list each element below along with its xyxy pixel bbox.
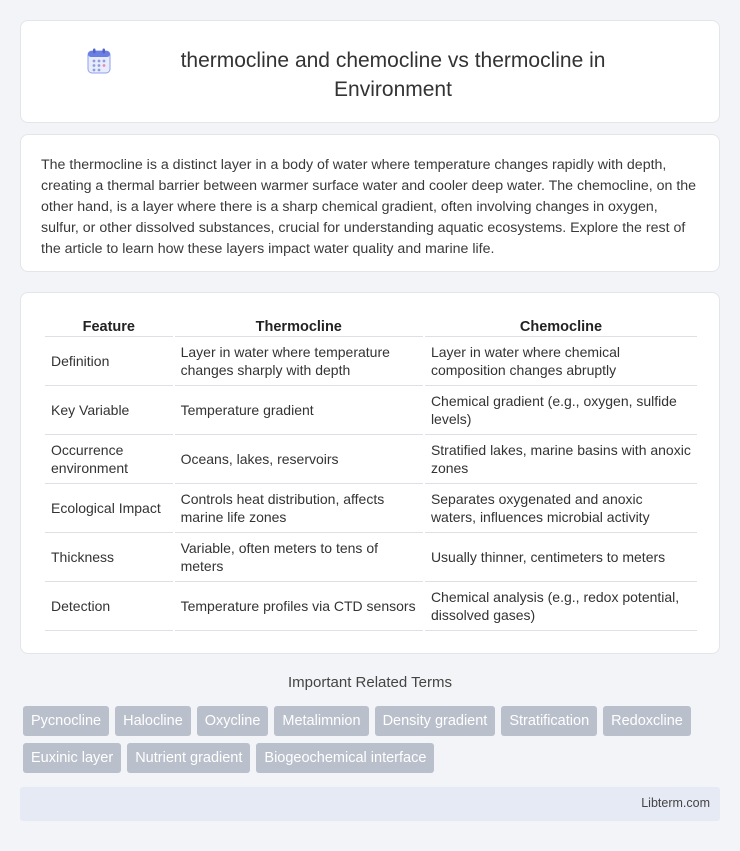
- table-cell-feature: Detection: [45, 582, 173, 631]
- table-cell-thermocline: Temperature gradient: [175, 386, 423, 435]
- intro-paragraph: The thermocline is a distinct layer in a body of water where temperature changes rapidly with depth, creating a thermal barrier between warmer surface water and cooler deep water. The chemocline, on the other hand, is a layer where there is a sharp chemical gradient, often involving changes in oxygen, sulfur, or other dissolved substances, crucial for understanding aquatic ecosystems. Explore the rest of the article to learn how these layers impact water quality and marine life.: [41, 157, 697, 257]
- table-row: [45, 484, 697, 533]
- related-term-tag[interactable]: Density gradient: [375, 706, 496, 736]
- column-header-thermocline: Thermocline: [175, 315, 423, 337]
- related-term-tag[interactable]: Nutrient gradient: [127, 743, 250, 773]
- column-header-chemocline: Chemocline: [425, 315, 697, 337]
- related-term-tag[interactable]: Redoxcline: [603, 706, 691, 736]
- table-cell-thermocline: Oceans, lakes, reservoirs: [175, 435, 423, 484]
- table-cell-thermocline: Controls heat distribution, affects marine life zones: [175, 484, 423, 533]
- footer-bar: [20, 787, 720, 821]
- table-cell-thermocline: Variable, often meters to tens of meters: [175, 533, 423, 582]
- intro-card: [20, 134, 720, 272]
- table-cell-feature: Occurrence environment: [45, 435, 173, 484]
- table-cell-thermocline: Layer in water where temperature changes sharply with depth: [175, 337, 423, 386]
- related-term-tag[interactable]: Halocline: [115, 706, 191, 736]
- table-cell-chemocline: Chemical gradient (e.g., oxygen, sulfide levels): [425, 386, 697, 435]
- table-cell-chemocline: Usually thinner, centimeters to meters: [425, 533, 697, 582]
- related-term-tag[interactable]: Oxycline: [197, 706, 269, 736]
- table-header-row: [45, 315, 697, 337]
- table-cell-chemocline: Stratified lakes, marine basins with anoxic zones: [425, 435, 697, 484]
- related-terms-list: [23, 706, 723, 773]
- table-cell-chemocline: Chemical analysis (e.g., redox potential, dissolved gases): [425, 582, 697, 631]
- related-terms-heading: Important Related Terms: [288, 674, 452, 691]
- table-cell-feature: Key Variable: [45, 386, 173, 435]
- comparison-table: [43, 315, 699, 631]
- table-row: [45, 386, 697, 435]
- table-row: [45, 582, 697, 631]
- calendar-icon: [87, 48, 111, 74]
- related-term-tag[interactable]: Euxinic layer: [23, 743, 121, 773]
- page-title: thermocline and chemocline vs thermocline in Environment: [180, 49, 606, 101]
- table-row: [45, 337, 697, 386]
- related-term-tag[interactable]: Stratification: [501, 706, 597, 736]
- header-card: [20, 20, 720, 123]
- table-cell-feature: Ecological Impact: [45, 484, 173, 533]
- table-cell-feature: Thickness: [45, 533, 173, 582]
- table-cell-thermocline: Temperature profiles via CTD sensors: [175, 582, 423, 631]
- related-term-tag[interactable]: Metalimnion: [274, 706, 368, 736]
- table-row: [45, 533, 697, 582]
- column-header-feature: Feature: [45, 315, 173, 337]
- table-cell-chemocline: Separates oxygenated and anoxic waters, influences microbial activity: [425, 484, 697, 533]
- footer-site-link[interactable]: Libterm.com: [641, 796, 710, 810]
- table-cell-chemocline: Layer in water where chemical composition changes abruptly: [425, 337, 697, 386]
- related-term-tag[interactable]: Pycnocline: [23, 706, 109, 736]
- related-term-tag[interactable]: Biogeochemical interface: [256, 743, 434, 773]
- table-cell-feature: Definition: [45, 337, 173, 386]
- table-row: [45, 435, 697, 484]
- comparison-table-card: [20, 292, 720, 654]
